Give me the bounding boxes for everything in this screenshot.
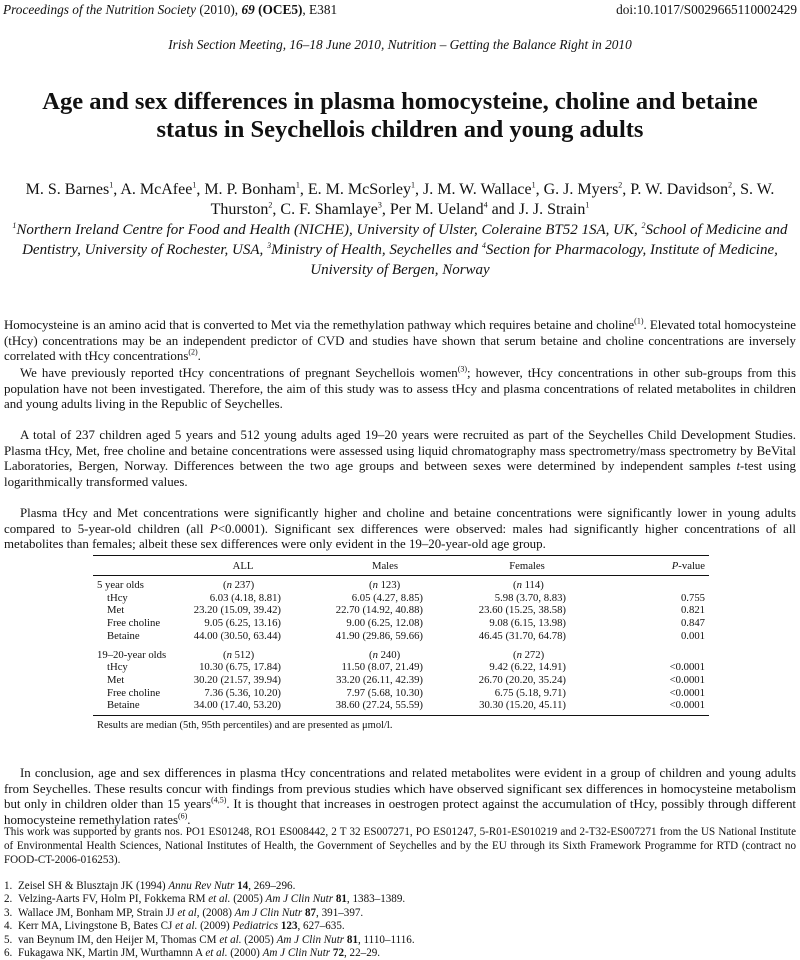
reference-year: (2005) [241, 933, 277, 946]
reference-journal: Am J Clin Nutr [234, 906, 303, 919]
table-header-row [93, 560, 709, 573]
p-value: <0.0001 [669, 686, 705, 699]
p-value: 0.001 [680, 629, 705, 642]
table-top-rule [93, 555, 709, 556]
table-header-rule [93, 575, 709, 576]
running-header [3, 2, 797, 18]
metabolite-name: tHcy [107, 591, 128, 604]
author-affil-mark: 2 [728, 180, 733, 190]
author: S. W. Thurston [210, 181, 775, 218]
reference-pages: , 269–296. [248, 880, 296, 892]
citation: (1) [634, 316, 644, 326]
value-males: 22.70 (14.92, 40.88) [335, 604, 423, 617]
affiliation: Section for Pharmacology, Institute of Medicine, University of Bergen, Norway [310, 242, 778, 278]
table-row [93, 699, 709, 712]
table-row [93, 661, 709, 674]
reference-item [4, 920, 796, 933]
author: A. McAfee [120, 181, 193, 198]
author-affil-mark: 1 [531, 180, 536, 190]
value-all: 44.00 (30.50, 63.44) [193, 629, 281, 642]
reference-year: (2000) [227, 946, 263, 959]
value-males: 38.60 (27.24, 55.59) [335, 699, 423, 712]
text-run: <0.0001). Significant sex differences were observed: males had significantly higher concentrations of all metabolites than females; albeit these sex differences were only evident in the 19–20-year-old age group. [4, 521, 796, 552]
text-run: We have previously reported tHcy concentrations of pregnant Seychellois women [20, 366, 458, 380]
journal-page: , E381 [302, 2, 338, 17]
table-row [93, 630, 709, 643]
reference-number: 1. [4, 880, 13, 892]
group-label: 19–20-year olds [97, 648, 167, 661]
text-run: ; however, tHcy concentrations in other sub-groups from this population have not been investigated. Therefore, the aim of this study was to assess tHcy and plasma concentrations of related metabolites in children and young adults living in the Republic of Seychelles. [4, 366, 796, 412]
affiliation: Ministry of Health, Seychelles and [271, 242, 482, 258]
value-all: 6.03 (4.18, 8.81) [209, 591, 281, 604]
table-footnote: Results are median (5th, 95th percentiles) and are presented as μmol/l. [97, 720, 393, 731]
affiliation: Northern Ireland Centre for Food and Health (NICHE), University of Ulster, Coleraine BT52 1SA, UK, [16, 222, 642, 238]
citation: (4,5) [211, 795, 227, 805]
author-affil-mark: 4 [483, 200, 488, 210]
value-all: 7.36 (5.36, 10.20) [204, 686, 281, 699]
text-run: . It is thought that increases in oestrogen protect against the accumulation of tHcy, possibly through different homocysteine remethylation rates [4, 797, 796, 827]
text-run: . Elevated total homocysteine (tHcy) concentrations may be an independent predictor of CVD and studies have shown that serum betaine and choline concentrations are inversely correlated with tHcy concentrations [4, 318, 796, 364]
p-value: <0.0001 [669, 661, 705, 674]
value-all: 34.00 (17.40, 53.20) [193, 699, 281, 712]
value-all: 23.20 (15.09, 39.42) [193, 604, 281, 617]
italic-run: t [736, 459, 741, 474]
paragraph-2 [4, 366, 796, 413]
reference-authors: Kerr MA, Livingstone B, Bates CJ [18, 920, 176, 933]
reference-item [4, 880, 796, 893]
reference-list [4, 880, 796, 960]
header-p-value [603, 560, 705, 572]
reference-journal: Annu Rev Nutr [168, 880, 235, 892]
reference-pages: , 1110–1116. [358, 933, 415, 946]
author: M. S. Barnes [25, 181, 110, 198]
reference-etal: et al. [208, 893, 231, 906]
reference-authors: van Beynum IM, den Heijer M, Thomas CM [18, 933, 220, 946]
header-all: ALL [232, 560, 254, 572]
author: Per M. Ueland [389, 201, 484, 218]
reference-volume: 81 [346, 933, 358, 946]
value-females: 5.98 (3.70, 8.83) [494, 591, 566, 604]
table-row [93, 604, 709, 617]
header-females: Females [509, 560, 545, 572]
affiliation: School of Medicine and Dentistry, University of Rochester, USA, [22, 222, 788, 258]
reference-journal: Am J Clin Nutr [262, 946, 331, 959]
affil-mark: 1 [12, 221, 17, 230]
affil-mark: 3 [267, 241, 272, 250]
reference-etal: et al [177, 906, 197, 919]
n-count: (n 512) [223, 648, 255, 661]
n-count: (n 123) [369, 579, 401, 591]
funding-statement: This work was supported by grants nos. PO1 ES01248, RO1 ES008442, 2 T 32 ES007271, PO ES01247, 5-R01-ES010219 and 2-T32-ES007271 from the US National Institute of Environmental Health Sciences, National Institutes of Health, the Government of Seychelles and by the EU through its Sixth Framework Programme for RTD (contract no FOOD-CT-2006-016253). [4, 826, 796, 866]
affiliations [10, 220, 790, 280]
n-count: (n 272) [513, 648, 545, 661]
header-p-rest: -value [678, 560, 705, 572]
n-symbol: n [516, 579, 522, 591]
text-run: -test using logarithmically transformed values. [4, 459, 796, 489]
author-affil-mark: 1 [411, 180, 415, 190]
reference-etal: et al. [175, 920, 198, 933]
reference-number: 6. [4, 946, 13, 959]
header-p-italic: P [671, 560, 679, 572]
p-value: <0.0001 [669, 699, 705, 712]
value-females: 9.42 (6.22, 14.91) [489, 661, 566, 674]
author-affil-mark: 1 [295, 180, 300, 190]
author: G. J. Myers [543, 181, 619, 198]
reference-year: , (2008) [196, 906, 235, 919]
author: M. P. Bonham [204, 181, 296, 198]
affil-mark: 4 [481, 241, 486, 250]
p-value: 0.755 [680, 591, 705, 604]
metabolite-name: Met [107, 673, 125, 686]
reference-journal: Pediatrics [232, 920, 279, 933]
p-value: 0.847 [680, 617, 705, 630]
author-affil-mark: 1 [585, 200, 590, 210]
journal-citation [3, 2, 337, 18]
metabolite-name: Free choline [107, 686, 161, 699]
value-all: 9.05 (6.25, 13.16) [204, 617, 281, 630]
n-symbol: n [226, 648, 232, 661]
table-row [93, 617, 709, 630]
n-symbol: n [516, 648, 522, 661]
metabolite-name: Betaine [107, 629, 140, 642]
author-affil-mark: 3 [377, 200, 382, 210]
author: P. W. Davidson [630, 181, 729, 198]
author-affil-mark: 1 [192, 180, 197, 190]
paragraph-5 [4, 766, 796, 828]
reference-volume: 72 [332, 946, 344, 959]
reference-journal: Am J Clin Nutr [276, 933, 345, 946]
metabolite-name: tHcy [107, 661, 128, 674]
value-males: 41.90 (29.86, 59.66) [335, 629, 423, 642]
reference-pages: , 627–635. [297, 920, 345, 933]
value-males: 7.97 (5.68, 10.30) [346, 686, 423, 699]
group-row [93, 649, 709, 662]
reference-number: 3. [4, 906, 13, 919]
author: C. F. Shamlaye [280, 201, 378, 218]
value-males: 33.20 (26.11, 42.39) [336, 673, 423, 686]
author: J. J. Strain [518, 201, 586, 218]
author: J. M. W. Wallace [423, 181, 532, 198]
journal-issue: (OCE5) [254, 2, 303, 17]
reference-pages: , 22–29. [344, 946, 381, 959]
reference-item [4, 907, 796, 920]
metabolite-name: Betaine [107, 699, 140, 712]
n-symbol: n [226, 579, 232, 591]
n-count: (n 114) [513, 579, 544, 591]
value-females: 9.08 (6.15, 13.98) [489, 617, 566, 630]
value-females: 46.45 (31.70, 64.78) [478, 629, 566, 642]
text-run: Plasma tHcy and Met concentrations were significantly higher and choline and betaine concentrations were significantly lower in young adults compared to 5-year-old children (all [4, 506, 796, 536]
italic-run: P [209, 521, 218, 536]
reference-authors: Wallace JM, Bonham MP, Strain JJ [18, 906, 178, 919]
metabolite-name: Free choline [107, 617, 161, 630]
value-all: 30.20 (21.57, 39.94) [193, 673, 281, 686]
text-run: . [187, 812, 191, 827]
table-row [93, 687, 709, 700]
author-list: M. S. Barnes$^1$, A. McAfee$^1$, M. P. Bonham$^1$, E. M. McSorley$^1$, J. M. W. Wallace$^1$, G. J. Myers$^2$, P. W. Davidson$^2$, S. W. Thurston$^2$, C. F. Shamlaye$^3$, Per M. Ueland$^4$ and J. J. Strain$^1$ [25, 180, 775, 218]
value-females: 30.30 (15.20, 45.11) [479, 699, 566, 712]
reference-volume: 87 [304, 906, 317, 919]
value-females: 6.75 (5.18, 9.71) [494, 686, 566, 699]
value-females: 26.70 (20.20, 35.24) [478, 673, 566, 686]
n-count: (n 237) [223, 579, 255, 591]
reference-pages: , 391–397. [316, 906, 364, 919]
value-males: 11.50 (8.07, 21.49) [341, 661, 423, 674]
value-males: 9.00 (6.25, 12.08) [346, 617, 423, 630]
journal-volume: 69 [241, 2, 255, 17]
meeting-line: Irish Section Meeting, 16–18 June 2010, Nutrition – Getting the Balance Right in 2010 [168, 37, 632, 52]
value-females: 23.60 (15.25, 38.58) [478, 604, 566, 617]
reference-etal: et al. [205, 946, 228, 959]
author-affil-mark: 2 [268, 200, 273, 210]
paragraph-4 [4, 506, 796, 553]
reference-volume: 123 [280, 920, 298, 933]
affil-mark: 2 [641, 221, 646, 230]
reference-authors: Zeisel SH & Blusztajn JK (1994) [18, 880, 169, 892]
value-all: 10.30 (6.75, 17.84) [199, 661, 281, 674]
table-row [93, 592, 709, 605]
reference-volume: 14 [237, 880, 249, 892]
journal-name: Proceedings of the Nutrition Society [3, 2, 197, 17]
n-symbol: n [372, 648, 378, 661]
paragraph-1 [4, 318, 796, 365]
value-males: 6.05 (4.27, 8.85) [351, 591, 423, 604]
reference-pages: , 1383–1389. [346, 893, 406, 906]
reference-year: (2005) [230, 893, 266, 906]
journal-year: (2010), [196, 2, 242, 17]
n-symbol: n [372, 579, 378, 591]
reference-etal: et al. [219, 933, 242, 946]
table-bottom-rule [93, 715, 709, 716]
citation: (3) [457, 364, 468, 374]
citation: (6) [177, 811, 188, 821]
reference-number: 4. [4, 920, 13, 933]
text-run: . [197, 349, 201, 364]
citation: (2) [188, 347, 198, 357]
text-run: A total of 237 children aged 5 years and 512 young adults aged 19–20 years were recruited as part of the Seychelles Child Development Studies. Plasma tHcy, Met, free choline and betaine concentrations were assessed using liquid chromatography mass spectrometry/mass spectrometry by BeVital Laboratories, Bergen, Norway. Differences between the two age groups and between sexes were determined by independent samples [4, 428, 796, 474]
p-value: <0.0001 [669, 673, 705, 686]
reference-authors: Velzing-Aarts FV, Holm PI, Fokkema RM [18, 893, 209, 906]
metabolite-name: Met [107, 604, 125, 617]
author-affil-mark: 2 [618, 180, 623, 190]
reference-year: (2009) [197, 920, 233, 933]
text-run: Homocysteine is an amino acid that is converted to Met via the remethylation pathway which requires betaine and choline [4, 318, 635, 332]
n-count: (n 240) [369, 648, 401, 661]
reference-item [4, 947, 796, 960]
reference-number: 5. [4, 933, 13, 946]
reference-volume: 81 [335, 893, 347, 906]
paragraph-3 [4, 428, 796, 490]
paper-title: Age and sex differences in plasma homocysteine, choline and betaine status in Seychellois children and young adults [42, 88, 758, 143]
author: E. M. McSorley [307, 181, 411, 198]
reference-item [4, 934, 796, 947]
reference-journal: Am J Clin Nutr [265, 893, 334, 906]
author-affil-mark: 1 [109, 180, 114, 190]
reference-item [4, 893, 796, 906]
p-value: 0.821 [680, 604, 705, 617]
reference-number: 2. [4, 893, 13, 906]
doi: doi:10.1017/S0029665110002429 [616, 2, 797, 17]
header-males: Males [371, 560, 399, 572]
group-row [93, 579, 709, 592]
reference-authors: Fukagawa NK, Martin JM, Wurthamnn A [18, 946, 206, 959]
group-label: 5 year olds [97, 579, 144, 591]
table-row [93, 674, 709, 687]
text-run: In conclusion, age and sex differences in plasma tHcy concentrations and related metabolites were evident in a group of children and young adults from Seychelles. These results concur with findings from previous studies which have observed significant sex differences in homocysteine metabolism but only in children older than 15 years [4, 766, 796, 812]
